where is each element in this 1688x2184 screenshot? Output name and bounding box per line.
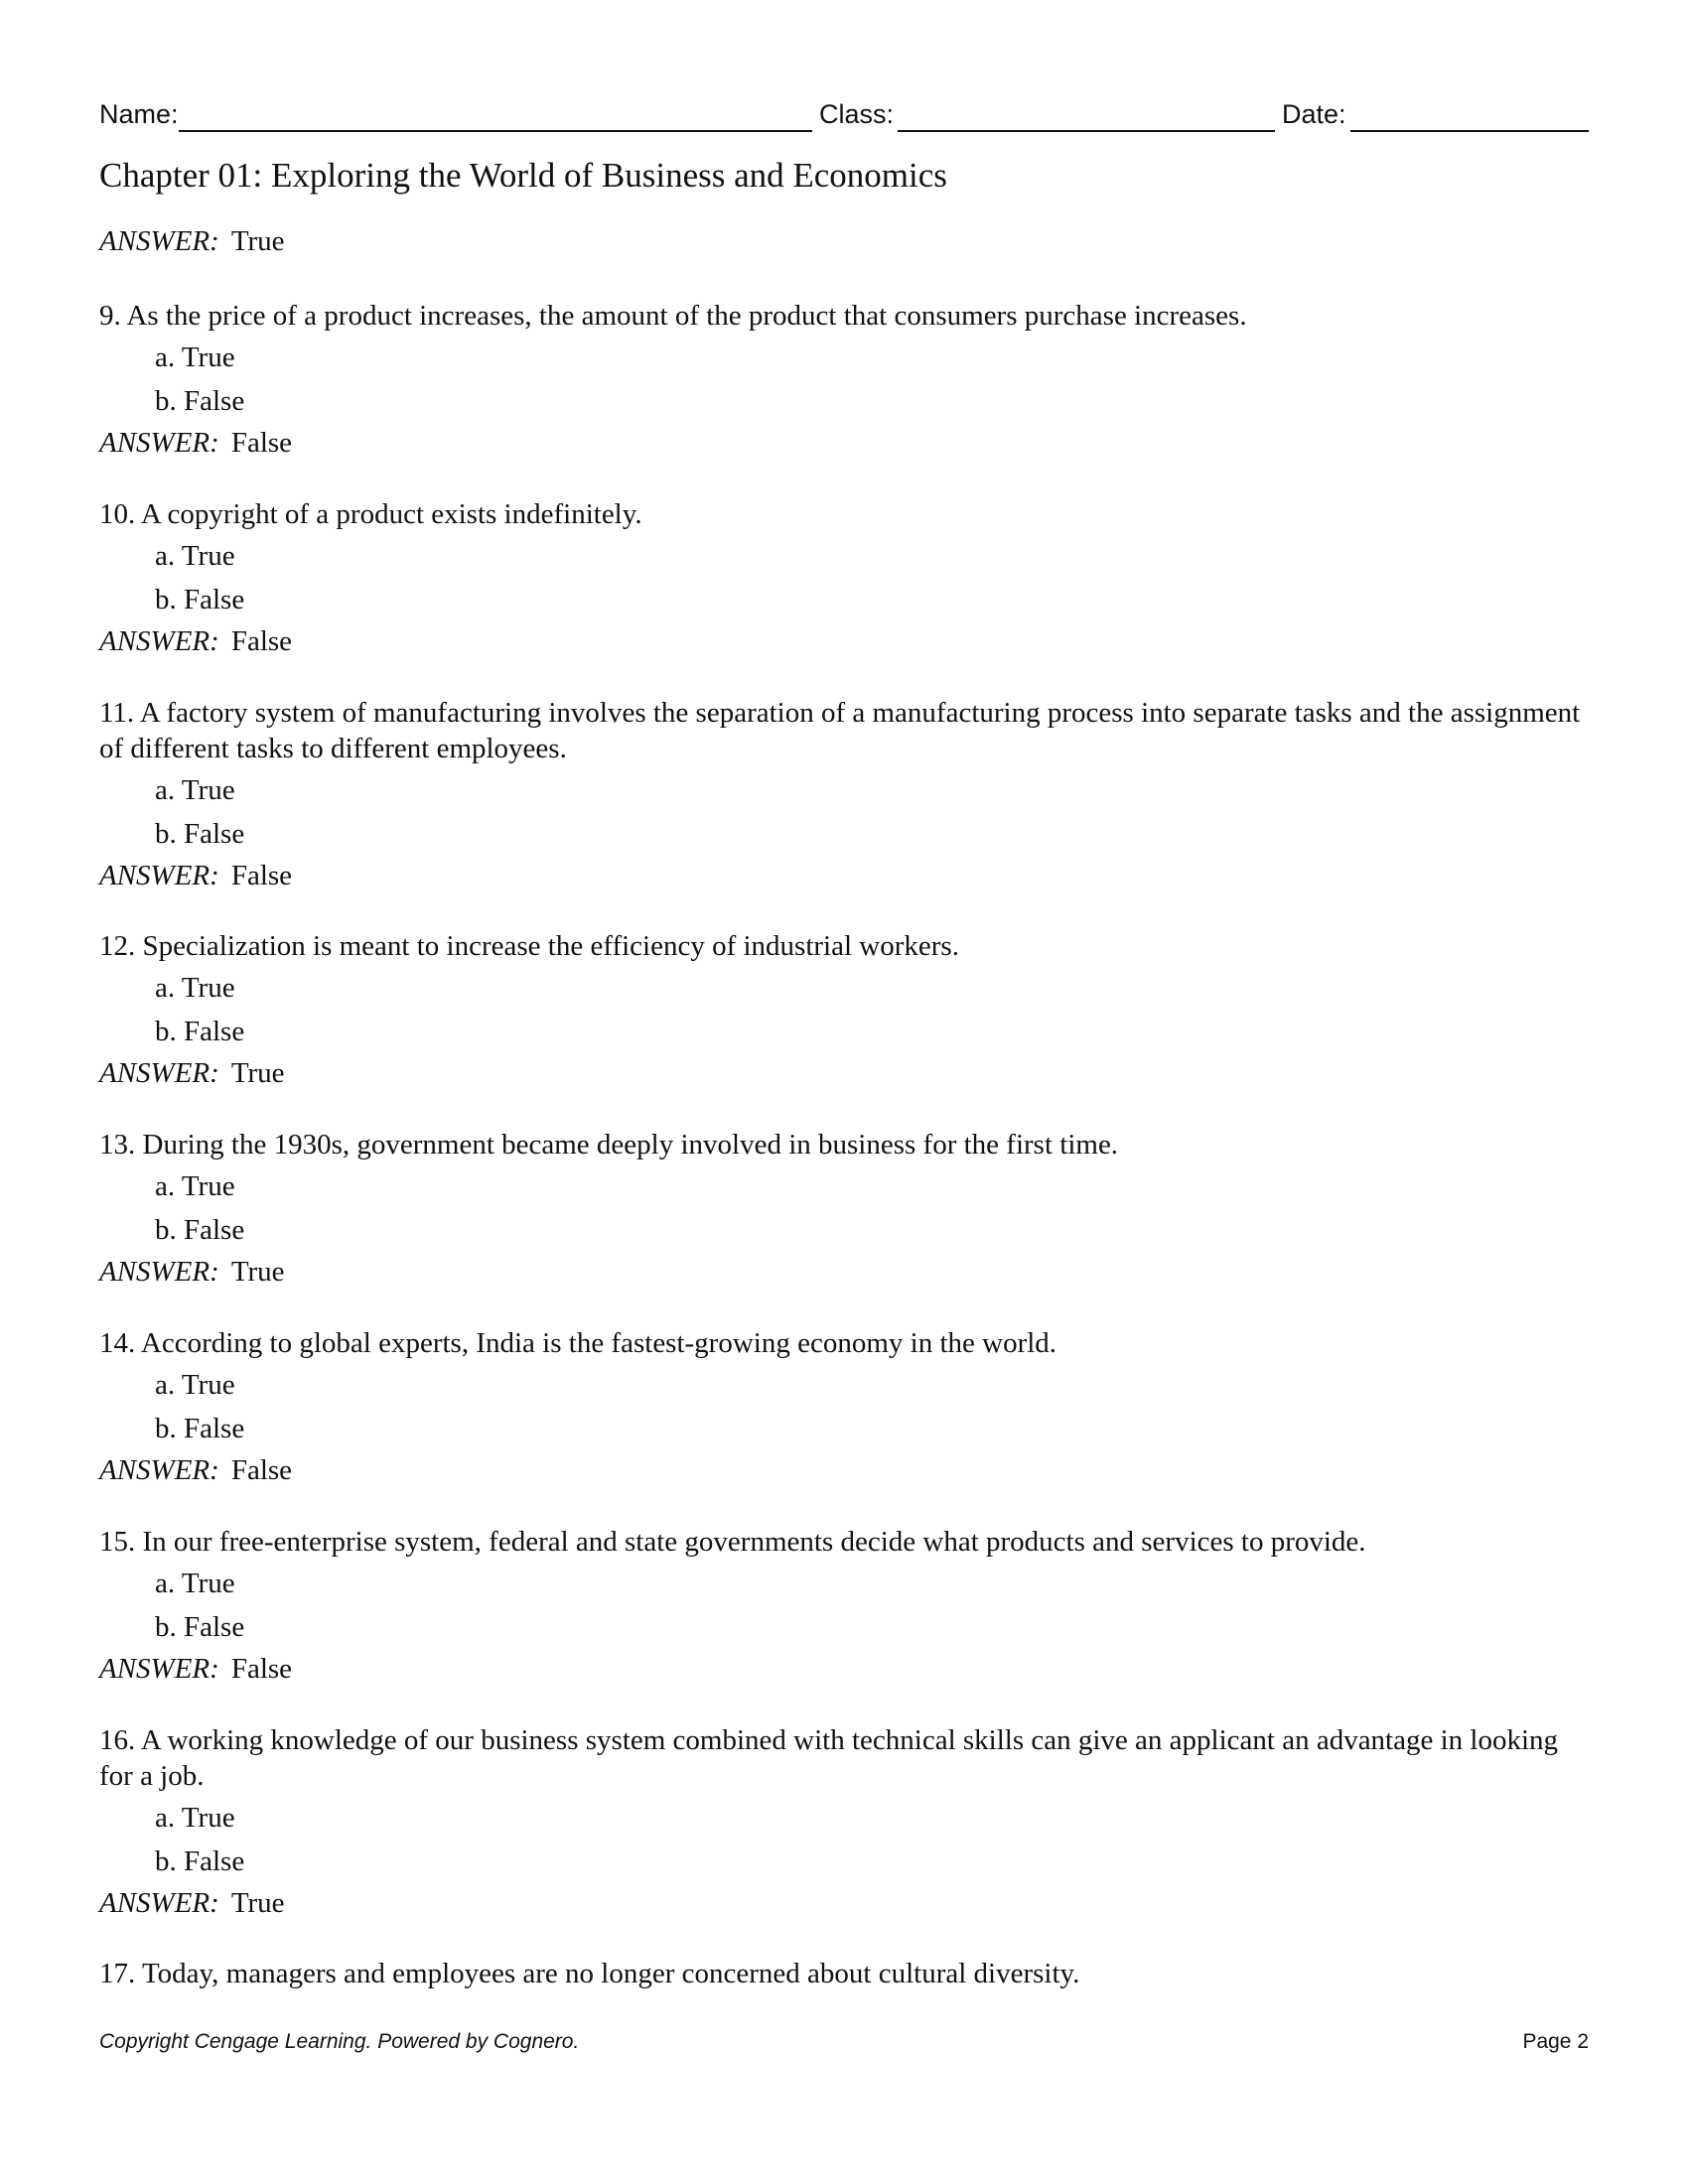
answer-value: True xyxy=(230,1256,285,1288)
answer-value: False xyxy=(230,1653,293,1685)
option-true: a. True xyxy=(155,1568,235,1599)
question-block xyxy=(99,1325,1589,1488)
answer-label: ANSWER: xyxy=(99,427,219,459)
option-true: a. True xyxy=(155,1369,235,1401)
answer-label: ANSWER: xyxy=(99,1454,219,1486)
option-true: a. True xyxy=(155,774,235,806)
answer-value: True xyxy=(230,1887,285,1919)
option-false: b. False xyxy=(155,1611,245,1643)
question-block xyxy=(99,298,1589,461)
option-false: b. False xyxy=(155,818,245,850)
answer-label: ANSWER: xyxy=(99,1057,219,1089)
answer-value: True xyxy=(230,225,285,257)
option-false: b. False xyxy=(155,1413,245,1444)
chapter-title: Chapter 01: Exploring the World of Business and Economics xyxy=(99,156,947,195)
option-true: a. True xyxy=(155,1170,235,1202)
question-block xyxy=(99,496,1589,659)
question-block xyxy=(99,1956,1589,1991)
answer-label: ANSWER: xyxy=(99,625,219,657)
date-label: Date: xyxy=(1282,99,1346,129)
option-true: a. True xyxy=(155,540,235,572)
question-block xyxy=(99,928,1589,1091)
answer-label: ANSWER: xyxy=(99,1887,219,1919)
answer-value: True xyxy=(230,1057,285,1089)
question-block xyxy=(99,1524,1589,1687)
question-text: 10. A copyright of a product exists indefinitely. xyxy=(99,498,642,530)
student-info-header xyxy=(99,94,1589,134)
question-text: 17. Today, managers and employees are no longer concerned about cultural diversity. xyxy=(99,1958,1080,1989)
question-text: 9. As the price of a product increases, the amount of the product that consumers purchase increases. xyxy=(99,300,1247,332)
answer-line xyxy=(99,425,1589,461)
question-text: 13. During the 1930s, government became deeply involved in business for the first time. xyxy=(99,1129,1119,1160)
answer-line xyxy=(99,1651,1589,1687)
answer-line xyxy=(99,1452,1589,1488)
answer-label: ANSWER: xyxy=(99,860,219,891)
class-label: Class: xyxy=(819,99,895,129)
question-block xyxy=(99,1127,1589,1290)
name-label: Name: xyxy=(99,99,179,129)
question-text: 12. Specialization is meant to increase the efficiency of industrial workers. xyxy=(99,930,959,962)
option-true: a. True xyxy=(155,1802,235,1834)
answer-line xyxy=(99,858,1589,893)
answer-value: False xyxy=(230,625,293,657)
question-block xyxy=(99,695,1589,893)
answer-line xyxy=(99,623,1589,659)
answer-label: ANSWER: xyxy=(99,1256,219,1288)
question-text: 14. According to global experts, India is the fastest-growing economy in the world. xyxy=(99,1327,1057,1359)
answer-line xyxy=(99,223,1589,259)
name-line xyxy=(179,130,812,132)
answer-value: False xyxy=(230,427,293,459)
page-number: Page 2 xyxy=(1522,2030,1589,2053)
option-false: b. False xyxy=(155,1016,245,1047)
question-block xyxy=(99,1722,1589,1921)
class-line xyxy=(898,130,1275,132)
option-false: b. False xyxy=(155,385,245,417)
option-true: a. True xyxy=(155,972,235,1004)
option-false: b. False xyxy=(155,584,245,615)
answer-line xyxy=(99,1055,1589,1091)
option-true: a. True xyxy=(155,341,235,373)
answer-line xyxy=(99,1254,1589,1290)
option-false: b. False xyxy=(155,1214,245,1246)
question-text: 15. In our free-enterprise system, federal and state governments decide what products and services to provide. xyxy=(99,1526,1366,1558)
option-false: b. False xyxy=(155,1845,245,1877)
answer-value: False xyxy=(230,860,293,891)
answer-label: ANSWER: xyxy=(99,225,219,257)
answer-label: ANSWER: xyxy=(99,1653,219,1685)
question-text: 11. A factory system of manufacturing involves the separation of a manufacturing process into separate tasks and the assignment of different tasks to different employees. xyxy=(99,697,1581,764)
question-text: 16. A working knowledge of our business system combined with technical skills can give an applicant an advantage in looking for a job. xyxy=(99,1724,1559,1792)
answer-value: False xyxy=(230,1454,293,1486)
copyright-notice: Copyright Cengage Learning. Powered by Cognero. xyxy=(99,2030,580,2053)
date-line xyxy=(1350,130,1589,132)
answer-line xyxy=(99,1885,1589,1921)
